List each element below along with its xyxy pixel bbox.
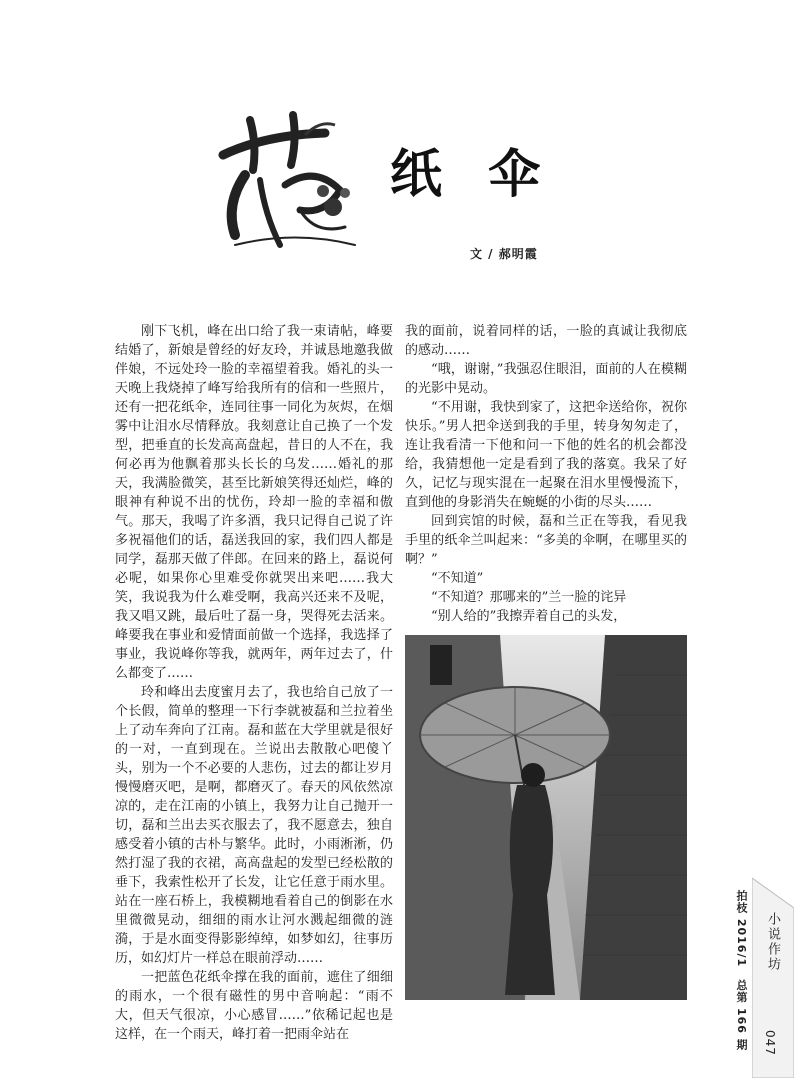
magazine-info: 拍枝 2016/1 总第 166 期 [735, 890, 748, 1051]
column-name: 小说作坊 [765, 912, 780, 972]
paragraph: “不用谢，我快到家了，这把伞送给你，祝你快乐。”男人把伞送到我的手里，转身匆匆走了，连让我看清一下他和问一下他的姓名的机会都没给，我猜想他一定是看到了我的落寞。我呆了好久，记忆与现实混在一起聚在泪水里慢慢流下，直到他的身影消失在蜿蜒的小街的尽头…… [405, 400, 687, 510]
page-number: 047 [763, 1030, 777, 1056]
umbrella-photo-icon [405, 635, 687, 1000]
paragraph: 玲和峰出去度蜜月去了，我也给自己放了一个长假，简单的整理一下行李就被磊和兰拉着坐上了动车奔向了江南。磊和蓝在大学里就是很好的一对，一直到现在。兰说出去散散心吧傻丫头，别为一个不必要的人悲伤，过去的都让岁月慢慢磨灭吧，是啊，都磨灭了。春天的风依然凉凉的，走在江南的小镇上，我努力让自己抛开一切，磊和兰出去买衣服去了，我不愿意去，独自感受着小镇的古朴与繁华。此时，小雨淅淅，仍然打湿了我的衣裙，高高盘起的发型已经松散的垂下，我索性松开了长发，让它任意于雨水里。站在一座石桥上，我模糊地看着自己的倒影在水里微微晃动，细细的雨水让河水溅起细微的涟漪，于是水面变得影影绰绰，如梦如幻，往事历历，如幻灯片一样总在眼前浮动…… [115, 685, 393, 966]
paragraph: “不知道？那哪来的”兰一脸的诧异 [431, 590, 627, 605]
paragraph: 刚下飞机，峰在出口给了我一束请帖，峰要结婚了，新娘是曾经的好友玲，并诚恳地邀我做伴娘，不远处玲一脸的幸福望着我。婚礼的头一天晚上我烧掉了峰写给我所有的信和一些照片，还有一把花纸伞，连同往事一同化为灰烬，在烟雾中让泪水尽情释放。我刻意让自己换了一个发型，把垂直的长发高高盘起，昔日的人不在，我何必再为他飘着那头长长的乌发……婚礼的那天，我满脸微笑，甚至比新娘笑得还灿烂，峰的眼神有种说不出的忧伤，玲却一脸的幸福和傲气。那天，我喝了许多酒，我只记得自己说了许多祝福他们的话，磊送我回的家，我们四人都是同学，磊那天做了伴郎。在回来的路上，磊说何必呢，如果你心里难受你就哭出来吧……我大笑，我说我为什么难受啊，我高兴还来不及呢，我又唱又跳，最后吐了磊一身，哭得死去活来。峰要我在事业和爱情面前做一个选择，我选择了事业，我说峰你等我，就两年，两年过去了，什么都变了…… [115, 324, 393, 681]
paragraph: 我的面前，说着同样的话，一脸的真诚让我彻底的感动…… [405, 324, 687, 358]
paragraph: 一把蓝色花纸伞撑在我的面前，遮住了细细的雨水，一个很有磁性的男中音响起：“雨不大，但天气很凉，小心感冒……”依稀记起也是这样，在一个雨天，峰打着一把雨伞站在 [115, 970, 393, 1042]
author-byline: 文 / 郝明霞 [470, 247, 538, 261]
article-column-left [115, 322, 393, 1044]
paragraph: “不知道” [431, 571, 484, 586]
paragraph: “哦，谢谢，”我强忍住眼泪，面前的人在模糊的光影中晃动。 [405, 362, 687, 396]
flower-calligraphy-logo-icon [205, 95, 365, 255]
article-title: 纸 伞 [390, 145, 555, 205]
paragraph: 回到宾馆的时候，磊和兰正在等我，看见我手里的纸伞兰叫起来：“多美的伞啊，在哪里买的啊？” [405, 514, 687, 567]
article-column-right [405, 322, 687, 626]
paragraph: “别人给的”我擦弄着自己的头发， [431, 609, 627, 624]
